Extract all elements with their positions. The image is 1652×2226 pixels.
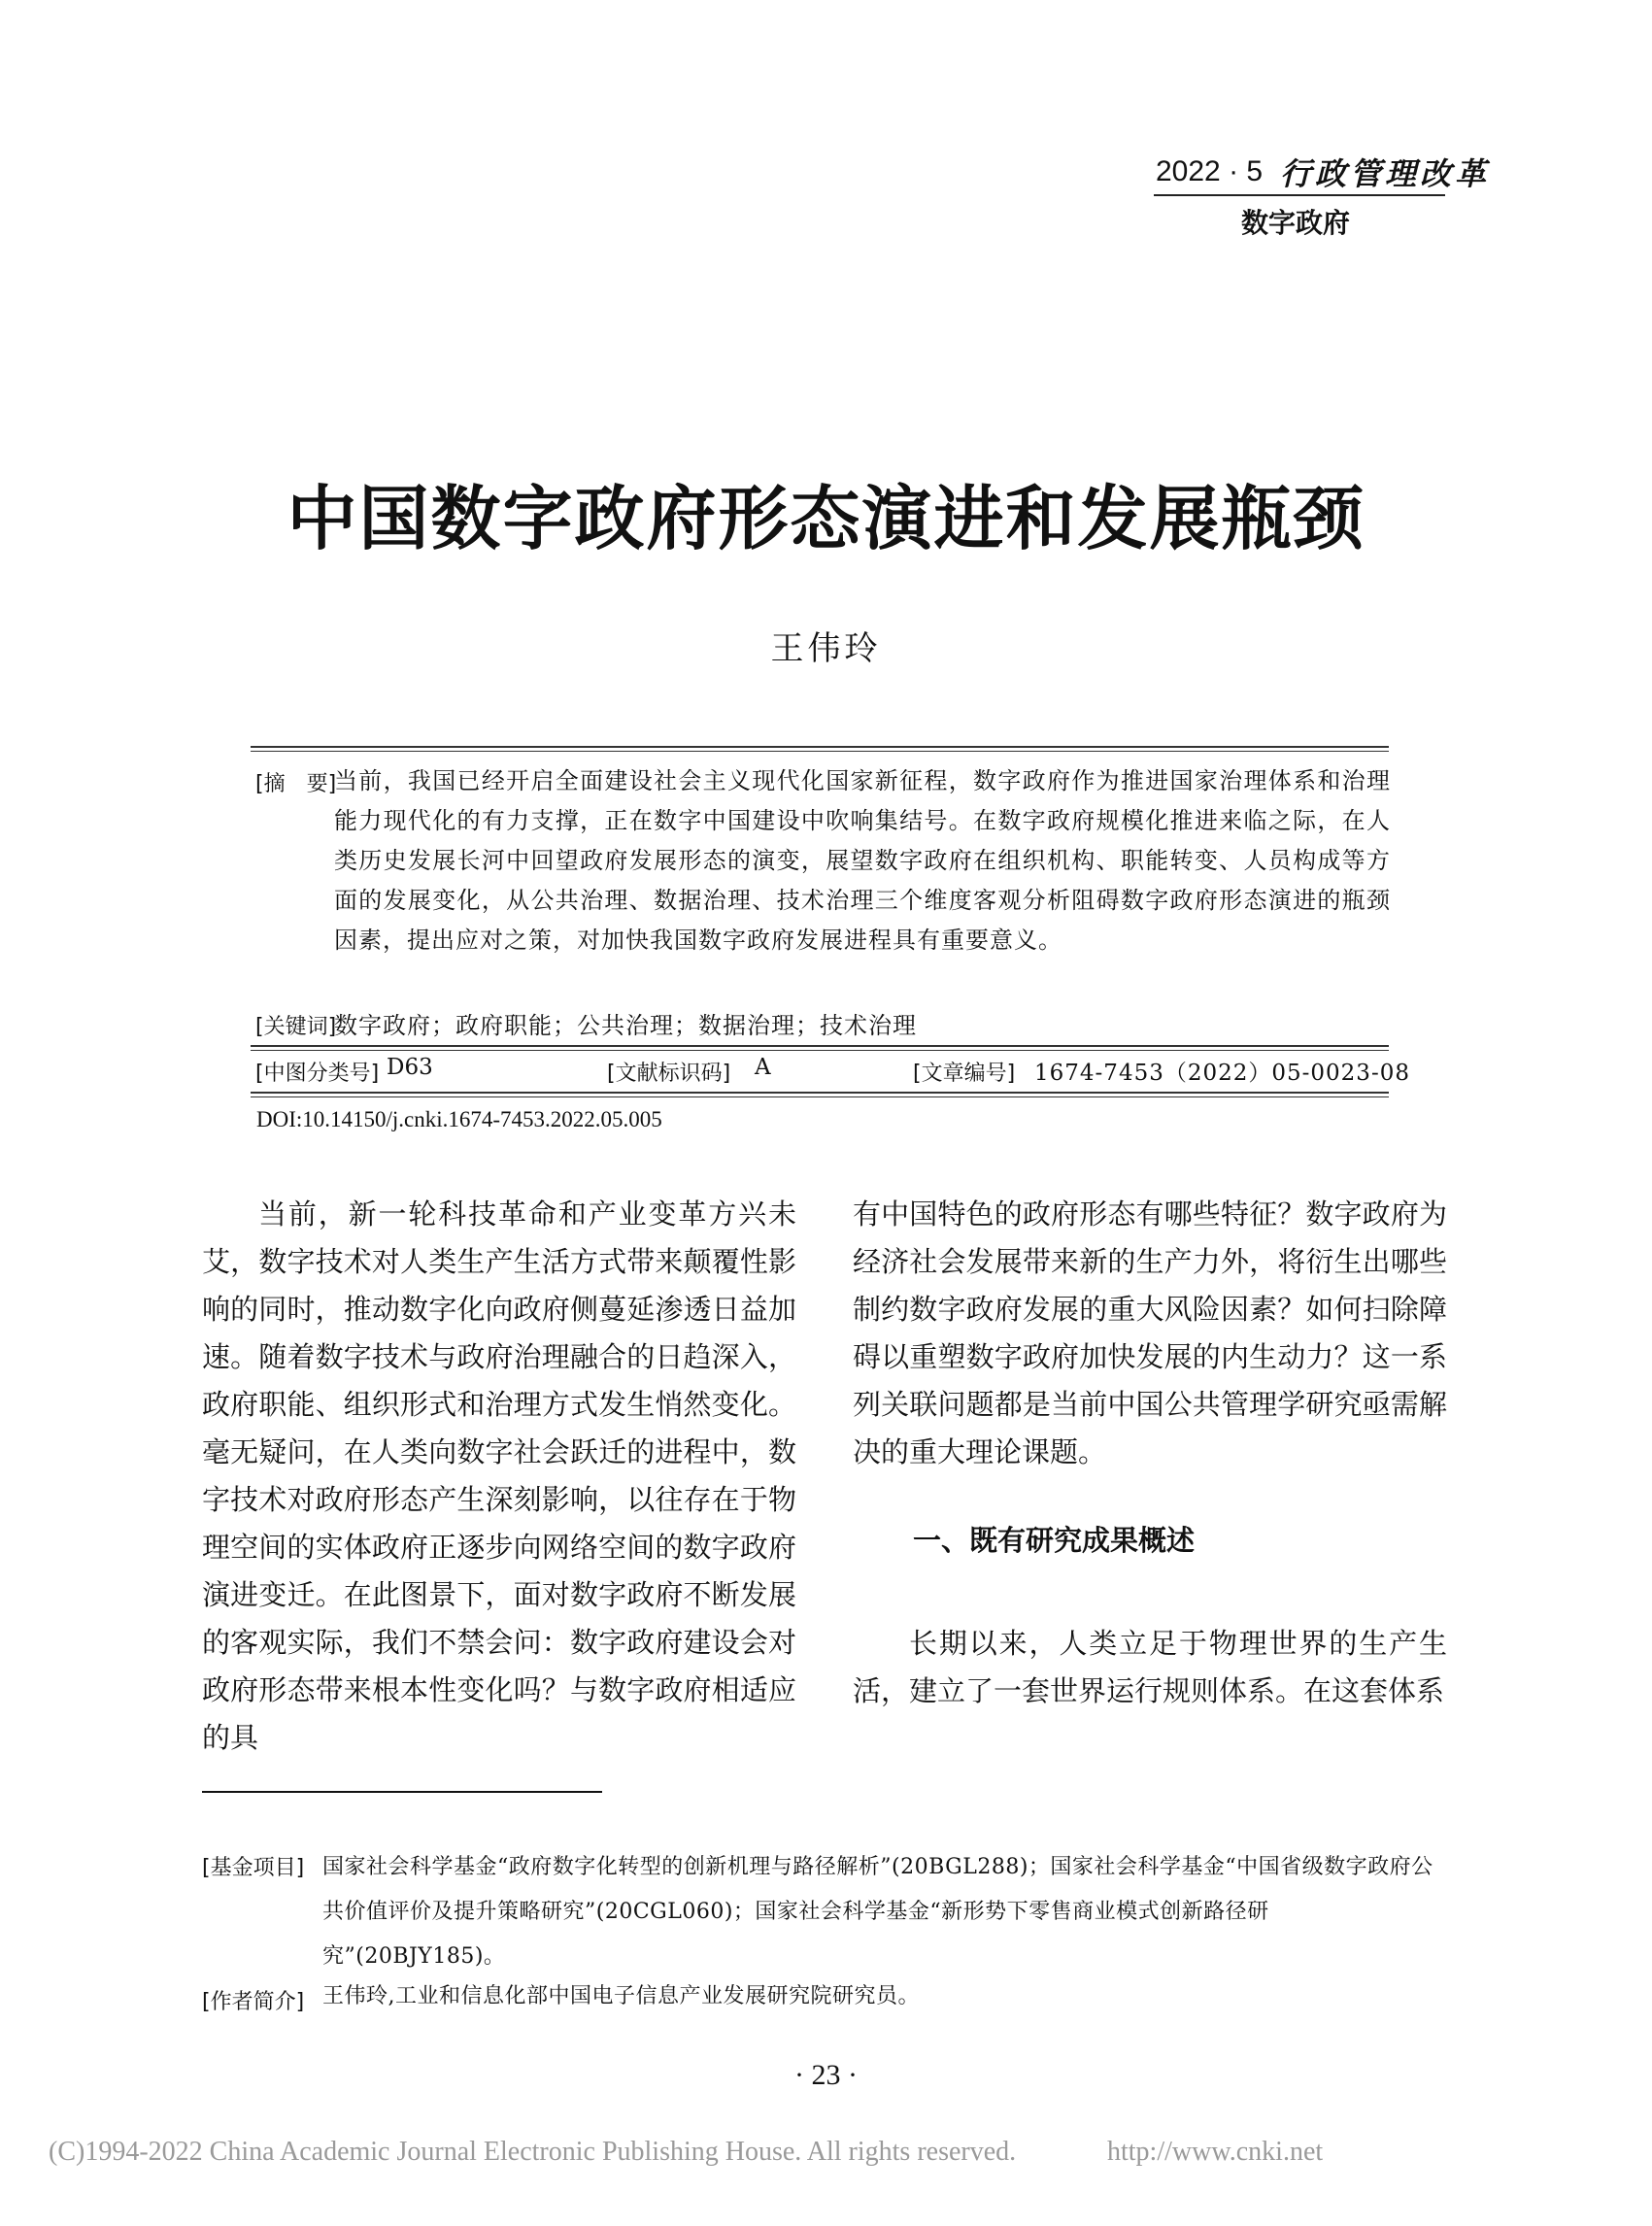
fund-label: [基金项目] xyxy=(202,1856,305,1880)
keywords-label: [关键词] xyxy=(255,1015,337,1039)
doc-code-value: A xyxy=(755,1055,771,1080)
section-heading: 一、既有研究成果概述 xyxy=(913,1524,1196,1557)
fund-text: 国家社会科学基金“政府数字化转型的创新机理与路径解析”(20BGL288)；国家社会科学基金“中国省级数字政府公共价值评价及提升策略研究”(20CGL060)；国家社会科学基金“新形势下零售商业模式创新路径研究”(20BJY185)。 xyxy=(322,1855,1433,1969)
abstract-top-rule xyxy=(251,746,1389,752)
keywords-text: 数字政府；政府职能；公共治理；数据治理；技术治理 xyxy=(334,1012,917,1039)
author-bio-text: 王伟玲,工业和信息化部中国电子信息产业发展研究院研究员。 xyxy=(322,1984,920,2008)
header-divider xyxy=(1154,194,1445,196)
journal-issue: 2022 · 5 xyxy=(1156,155,1264,187)
journal-name: 行政管理改革 xyxy=(1280,155,1491,192)
copyright-notice: (C)1994-2022 China Academic Journal Electronic Publishing House. All rights reserved. xyxy=(49,2137,1017,2167)
footnote-rule xyxy=(202,1791,602,1793)
body-paragraph: 长期以来，人类立足于物理世界的生产生活，建立了一套世界运行规则体系。在这套体系 xyxy=(853,1627,1447,1707)
abstract-mid-rule xyxy=(251,1045,1389,1051)
article-number-value: 1674-7453（2022）05-0023-08 xyxy=(1034,1061,1410,1086)
body-paragraph-continued: 有中国特色的政府形态有哪些特征？数字政府为经济社会发展带来新的生产力外，将衍生出哪些制约数字政府发展的重大风险因素？如何扫除障碍以重塑数字政府加快发展的内生动力？这一系列关联问题都是当前中国公共管理学研究亟需解决的重大理论课题。 xyxy=(853,1197,1447,1468)
section-label: 数字政府 xyxy=(1241,207,1351,239)
body-right-column-bottom xyxy=(853,1620,1447,1715)
page-number: · 23 · xyxy=(794,2059,858,2091)
abstract-bottom-rule xyxy=(251,1092,1389,1097)
copyright-url: http://www.cnki.net xyxy=(1107,2137,1324,2167)
body-left-column xyxy=(202,1191,796,1762)
body-paragraph: 当前，新一轮科技革命和产业变革方兴未艾，数字技术对人类生产生活方式带来颠覆性影响的同时，推动数字化向政府侧蔓延渗透日益加速。随着数字技术与政府治理融合的日趋深入，政府职能、组织形式和治理方式发生悄然变化。毫无疑问，在人类向数字社会跃迁的进程中，数字技术对政府形态产生深刻影响，以往存在于物理空间的实体政府正逐步向网络空间的数字政府演进变迁。在此图景下，面对数字政府不断发展的客观实际，我们不禁会问：数字政府建设会对政府形态带来根本性变化吗？与数字政府相适应的具 xyxy=(202,1197,796,1754)
article-title: 中国数字政府形态演进和发展瓶颈 xyxy=(287,477,1365,559)
body-right-column-top xyxy=(853,1191,1447,1476)
doi: DOI:10.14150/j.cnki.1674-7453.2022.05.005 xyxy=(256,1107,662,1131)
article-number-label: [文章编号] xyxy=(913,1062,1016,1086)
author-bio-label: [作者简介] xyxy=(202,1990,305,2014)
abstract-label: [摘 要] xyxy=(255,772,337,796)
abstract-text: 当前，我国已经开启全面建设社会主义现代化国家新征程，数字政府作为推进国家治理体系和治理能力现代化的有力支撑，正在数字中国建设中吹响集结号。在数字政府规模化推进来临之际，在人类历史发展长河中回望政府发展形态的演变，展望数字政府在组织机构、职能转变、人员构成等方面的发展变化，从公共治理、数据治理、技术治理三个维度客观分析阻碍数字政府形态演进的瓶颈因素，提出应对之策，对加快我国数字政府发展进程具有重要意义。 xyxy=(334,767,1391,954)
clc-value: D63 xyxy=(387,1055,433,1080)
clc-label: [中图分类号] xyxy=(255,1062,380,1086)
article-author: 王伟玲 xyxy=(770,629,882,668)
doc-code-label: [文献标识码] xyxy=(607,1062,731,1086)
